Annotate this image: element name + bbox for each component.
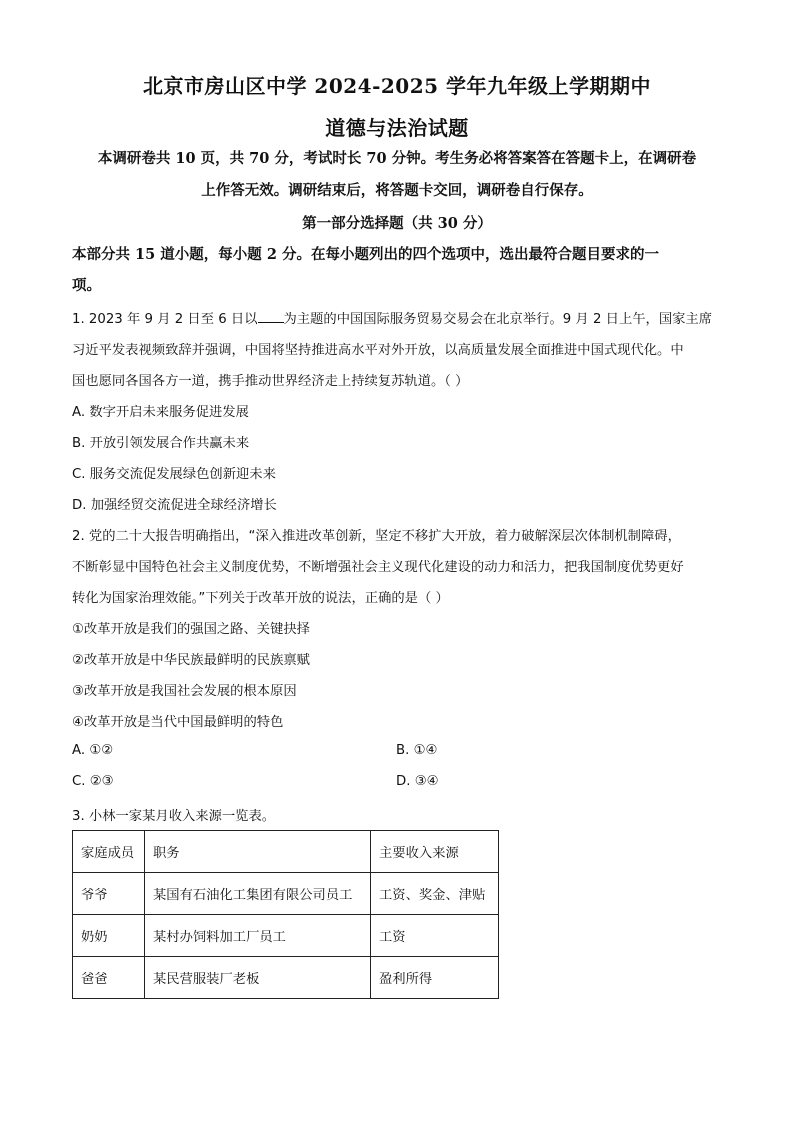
section-title: 第一部分选择题（共 30 分） [302,215,492,232]
q2-stem-line: 不断彰显中国特色社会主义制度优势，不断增强社会主义现代化建设的动力和活力，把我国制度优势更好 [72,560,684,575]
exam-title: 北京市房山区中学 2024-2025 学年九年级上学期期中 [142,74,652,98]
q2-statement-3: ③改革开放是我国社会发展的根本原因 [72,684,297,699]
q1-stem-line: 习近平发表视频致辞并强调，中国将坚持推进高水平对外开放，以高质量发展全面推进中国式现代化。中 [72,343,684,358]
table-cell: 工资 [371,915,499,957]
table-header-row [73,831,499,873]
q2-option-c: C. ②③ [72,774,114,789]
q1-option-d: D. 加强经贸交流促进全球经济增长 [72,498,277,513]
q2-option-a: A. ①② [72,743,114,758]
q1-option-a: A. 数字开启未来服务促进发展 [72,405,249,420]
q2-statement-1: ①改革开放是我们的强国之路、关键抉择 [72,622,310,637]
table-row [73,873,499,915]
exam-notice [72,143,722,207]
q1-stem-line: 国也愿同各国各方一道，携手推动世界经济走上持续复苏轨道。（ ） [72,374,469,389]
table-cell: 某国有石油化工集团有限公司员工 [145,873,371,915]
q2-option-d: D. ③④ [396,774,439,789]
question-3-stem: 3. 小林一家某月收入来源一览表。 [72,809,276,824]
q2-stem-line: 转化为国家治理效能。”下列关于改革开放的说法，正确的是（ ） [72,591,449,606]
table-cell: 爸爸 [73,957,145,999]
table-cell: 奶奶 [73,915,145,957]
table-cell: 某民营服装厂老板 [145,957,371,999]
exam-subject-title: 道德与法治试题 [325,116,469,140]
table-row [73,957,499,999]
notice-line: 上作答无效。调研结束后，将答题卡交回，调研卷自行保存。 [201,182,593,199]
notice-line: 本调研卷共 10 页，共 70 分，考试时长 70 分钟。考生务必将答案答在答题卡上，在调研卷 [97,150,697,167]
table-header-cell: 主要收入来源 [371,831,499,873]
table-cell: 爷爷 [73,873,145,915]
table-cell: 某村办饲料加工厂员工 [145,915,371,957]
question-2-stem: 2. 党的二十大报告明确指出，“深入推进改革创新，坚定不移扩大开放，着力破解深层次体制机制障碍， [72,529,681,544]
section-desc-line: 项。 [72,277,101,294]
section-desc-line: 本部分共 15 道小题，每小题 2 分。在每小题列出的四个选项中，选出最符合题目要求的一 [72,246,659,263]
q1-stem-part1: 1. 2023 年 9 月 2 日至 6 日以 [72,312,258,327]
q1-option-b: B. 开放引领发展合作共赢未来 [72,436,250,451]
answer-blank [258,310,284,323]
income-table [72,830,499,999]
table-row [73,915,499,957]
table-header-cell: 职务 [145,831,371,873]
table-cell: 工资、奖金、津贴 [371,873,499,915]
q2-option-b: B. ①④ [396,743,438,758]
q2-statement-4: ④改革开放是当代中国最鲜明的特色 [72,715,284,730]
question-1-stem [72,308,722,327]
table-header-cell: 家庭成员 [73,831,145,873]
table-cell: 盈利所得 [371,957,499,999]
q2-statement-2: ②改革开放是中华民族最鲜明的民族禀赋 [72,653,310,668]
section-description [72,239,722,301]
q1-stem-part2: 为主题的中国国际服务贸易交易会在北京举行。9 月 2 日上午，国家主席 [283,312,713,327]
q1-option-c: C. 服务交流促发展绿色创新迎未来 [72,467,276,482]
